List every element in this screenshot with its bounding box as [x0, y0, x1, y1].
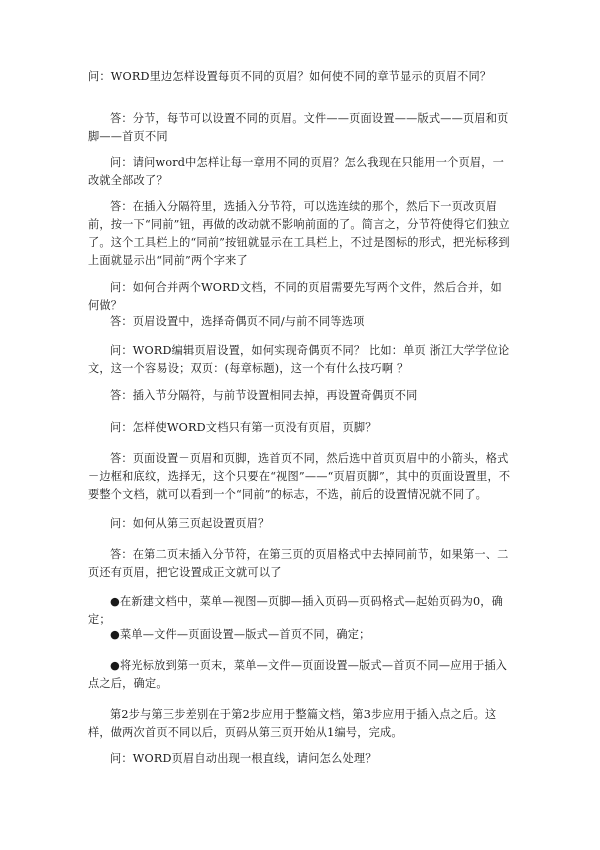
paragraph-q2: 问：请问word中怎样让每一章用不同的页眉？怎么我现在只能用一个页眉，一改就全部改了？: [88, 156, 505, 187]
paragraph-q4: 问：WORD编辑页眉设置，如何实现奇偶页不同？ 比如：单页 浙江大学学位论文，这一个容易设；双页：(每章标题)，这一个有什么技巧啊 ？: [88, 344, 510, 375]
paragraph-a6: 答：在第二页末插入分节符，在第三页的页眉格式中去掉同前节，如果第一、二页还有页眉，把它设置成正文就可以了: [88, 548, 509, 579]
paragraph-a4: 答：插入节分隔符，与前节设置相同去掉，再设置奇偶页不同: [110, 389, 418, 402]
paragraph-q3: 问：如何合并两个WORD文档，不同的页眉需要先写两个文件，然后合并，如何做？: [88, 281, 502, 312]
paragraph-q1: 问：WORD里边怎样设置每页不同的页眉？如何使不同的章节显示的页眉不同？: [88, 70, 492, 83]
paragraph-step3: ●将光标放到第一页末，菜单—文件—页面设置—版式—首页不同—应用于插入点之后，确定。: [88, 659, 508, 690]
paragraph-step2: ●菜单—文件—页面设置—版式—首页不同，确定；: [110, 628, 371, 641]
paragraph-a3: 答：页眉设置中，选择奇偶页不同/与前不同等选项: [110, 315, 365, 328]
paragraph-q6: 问：如何从第三页起设置页眉？: [110, 517, 270, 530]
paragraph-q5: 问：怎样使WORD文档只有第一页没有页眉，页脚？: [110, 421, 377, 434]
paragraph-a2: 答：在插入分隔符里，选插入分节符，可以选连续的那个，然后下一页改页眉前，按一下“同前”钮，再做的改动就不影响前面的了。简言之，分节符使得它们独立了。这个工具栏上的“同前”按钮就显示在工具栏上，不过是图标的形式，把光标移到上面就显示出“同前”两个字来了: [88, 200, 510, 267]
paragraph-a1: 答：分节，每节可以设置不同的页眉。文件——页面设置——版式——页眉和页脚——首页不同: [88, 112, 509, 143]
paragraph-step1: ●在新建文档中，菜单—视图—页脚—插入页码—页码格式—起始页码为0，确定；: [88, 595, 504, 626]
paragraph-a5: 答：页面设置－页眉和页脚，选首页不同，然后选中首页页眉中的小箭头，格式－边框和底纹，选择无，这个只要在“视图”——“页眉页脚”，其中的页面设置里，不要整个文档，就可以看到一个“同前”的标志，不选，前后的设置情况就不同了。: [88, 452, 511, 501]
paragraph-note: 第2步与第三步差别在于第2步应用于整篇文档，第3步应用于插入点之后。这样，做两次首页不同以后，页码从第三页开始从1编号，完成。: [88, 708, 497, 739]
paragraph-q7: 问：WORD页眉自动出现一根直线，请问怎么处理？: [110, 752, 377, 765]
